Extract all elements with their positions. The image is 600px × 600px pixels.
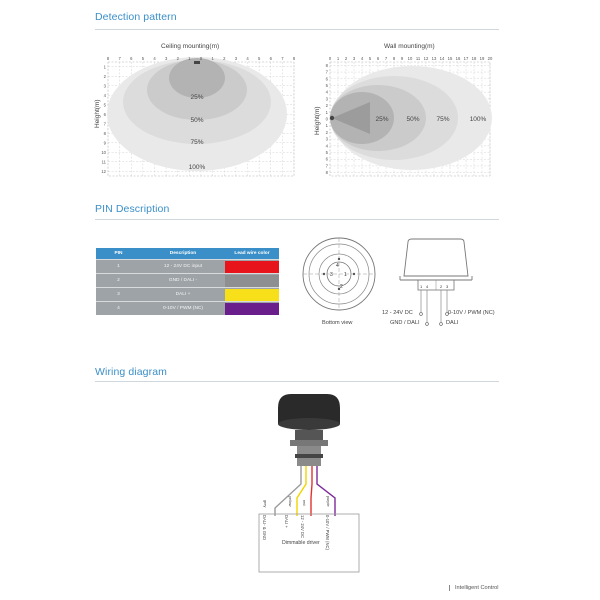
color-swatch (225, 289, 279, 301)
wall-x-tick-label: 16 (455, 56, 461, 61)
wall-x-tick-label: 0 (328, 56, 332, 61)
wall-x-tick-label: 15 (447, 56, 453, 61)
wall-y-tick-label: 5 (325, 82, 328, 88)
lead-wire-color (225, 274, 279, 288)
wall-sensor-icon (330, 116, 334, 120)
ceiling-x-tick-label: 3 (164, 56, 168, 61)
wall-zone-label-75: 75% (436, 116, 450, 123)
pin-table-row (96, 260, 279, 274)
callout-dali: DALI (446, 320, 459, 326)
ceiling-x-tick-label: 8 (292, 56, 296, 61)
terminal-label: 0-10V / PWM (NC) (325, 515, 330, 550)
bottom-pin-label: 2 (340, 284, 343, 290)
ceiling-y-tick-label: 11 (101, 159, 106, 165)
pin-number: 2 (96, 274, 141, 288)
wall-x-tick-label: 8 (392, 56, 396, 61)
lead-wire-color (225, 302, 279, 316)
pin-description: GND / DALI - (141, 274, 225, 288)
bottom-pin-label: 4 (336, 263, 339, 269)
wall-y-tick-label: 2 (325, 129, 328, 135)
wall-y-tick-label: 7 (325, 163, 328, 169)
wall-y-tick-label: 7 (325, 69, 328, 75)
ceiling-y-tick-label: 5 (103, 102, 106, 108)
terminal-label: 12 - 24V DC (300, 515, 305, 539)
section-title-detection: Detection pattern (95, 11, 177, 23)
ceiling-y-tick-label: 3 (103, 83, 106, 89)
ceiling-x-tick-label: 1 (211, 56, 214, 61)
pin-table (96, 248, 279, 315)
pin-table-row (96, 302, 279, 316)
ceiling-x-tick-label: 1 (188, 56, 191, 61)
ceiling-zone-label-75: 75% (190, 139, 204, 146)
section-divider (95, 219, 499, 220)
wall-y-tick-label: 6 (325, 76, 328, 82)
section-divider (95, 29, 499, 30)
pin-table-row (96, 274, 279, 288)
ceiling-y-tick-label: 12 (101, 168, 106, 174)
pin-description: 12 - 24V DC input (141, 260, 225, 274)
ceiling-x-tick-label: 0 (199, 56, 203, 61)
side-pin-label: 2 (440, 284, 443, 289)
side-pin-label: 3 (446, 284, 449, 289)
wire-label: purple (326, 496, 330, 507)
wall-x-tick-label: 12 (423, 56, 429, 61)
ceiling-x-tick-label: 2 (223, 56, 226, 61)
section-divider (95, 381, 499, 382)
ceiling-x-tick-label: 4 (246, 56, 249, 61)
wall-x-tick-label: 20 (487, 56, 493, 61)
wall-y-tick-label: 8 (325, 62, 328, 68)
ceiling-x-tick-label: 7 (281, 56, 284, 61)
ceiling-zone-label-100: 100% (188, 164, 206, 171)
ceiling-y-tick-label: 10 (101, 149, 106, 155)
callout-12-24v: 12 - 24V DC (382, 310, 413, 316)
ceiling-x-tick-label: 2 (176, 56, 179, 61)
bottom-view-label: Bottom view (322, 320, 353, 326)
wall-x-tick-label: 1 (336, 56, 340, 61)
wall-y-tick-label: 0 (325, 116, 328, 122)
ceiling-sensor-icon (194, 61, 200, 64)
wire-label: yellow (288, 496, 292, 507)
wiring-diagram (255, 388, 365, 574)
ceiling-x-tick-label: 8 (106, 56, 110, 61)
callout-gnd-dali: GND / DALI (390, 320, 420, 326)
ceiling-y-tick-label: 2 (103, 73, 106, 79)
wall-zone-label-100: 100% (469, 116, 487, 123)
wall-y-tick-label: 4 (325, 143, 328, 149)
wall-x-tick-label: 14 (439, 56, 445, 61)
ceiling-zone-label-25: 25% (190, 94, 204, 101)
section-title-pin: PIN Description (95, 203, 170, 215)
wall-x-tick-label: 18 (471, 56, 477, 61)
pin-description: DALI + (141, 288, 225, 302)
ceiling-y-tick-label: 8 (103, 130, 106, 136)
wall-x-tick-label: 2 (344, 56, 348, 61)
ceiling-chart-title: Ceiling mounting(m) (161, 43, 220, 50)
pin-description: 0-10V / PWM (NC) (141, 302, 225, 316)
color-swatch (225, 275, 279, 287)
section-title-wiring: Wiring diagram (95, 366, 168, 378)
side-pin-label: 4 (426, 284, 429, 289)
terminal-label: DALI- & GND (262, 515, 267, 541)
pin-table-header: PIN (96, 248, 141, 260)
ceiling-y-tick-label: 7 (103, 121, 106, 127)
wire-purple (317, 466, 335, 516)
wire-red (311, 466, 312, 516)
bottom-pin-label: 1 (344, 272, 347, 278)
wall-x-tick-label: 4 (360, 56, 364, 61)
wall-chart-ylabel: Height(m) (314, 106, 321, 135)
ceiling-x-tick-label: 7 (118, 56, 121, 61)
ceiling-x-tick-label: 6 (269, 56, 272, 61)
bottom-view-drawing (299, 236, 379, 316)
side-pin-label: 1 (420, 284, 423, 289)
wall-y-tick-label: 1 (325, 109, 328, 115)
ceiling-x-tick-label: 5 (257, 56, 261, 61)
wall-zone-label-50: 50% (406, 116, 420, 123)
pin-table-row (96, 288, 279, 302)
wall-chart-title: Wall mounting(m) (384, 43, 435, 50)
wall-detection-chart (322, 52, 494, 178)
ceiling-y-tick-label: 6 (103, 111, 106, 117)
wall-x-tick-label: 13 (431, 56, 437, 61)
bottom-pin-label: 3 (330, 272, 333, 278)
ceiling-y-tick-label: 9 (103, 140, 106, 146)
wall-y-tick-label: 2 (325, 103, 328, 109)
wall-y-tick-label: 1 (325, 123, 328, 129)
terminal-label: DALI + (284, 515, 289, 528)
ceiling-x-tick-label: 5 (141, 56, 145, 61)
wall-x-tick-label: 6 (376, 56, 380, 61)
footer-brand: Intelligent Control (449, 585, 499, 591)
wall-x-tick-label: 3 (352, 56, 356, 61)
sensor-connector (295, 430, 323, 440)
driver-label: Dimmable driver (282, 540, 320, 546)
lead-wire-color (225, 288, 279, 302)
wire-label: red (302, 500, 306, 506)
wall-x-tick-label: 7 (384, 56, 388, 61)
wall-y-tick-label: 5 (325, 150, 328, 156)
wire-label: grey (263, 500, 267, 508)
wall-x-tick-label: 5 (368, 56, 372, 61)
wall-x-tick-label: 10 (407, 56, 413, 61)
pin-number: 3 (96, 288, 141, 302)
color-swatch (225, 261, 279, 273)
wall-x-tick-label: 19 (479, 56, 485, 61)
wall-x-tick-label: 11 (415, 56, 421, 61)
wall-y-tick-label: 4 (325, 89, 328, 95)
ceiling-y-tick-label: 1 (103, 64, 106, 70)
pin-number: 1 (96, 260, 141, 274)
wall-y-tick-label: 3 (325, 136, 328, 142)
pin-table-header: Lead wire color (225, 248, 279, 260)
wall-zone-label-25: 25% (375, 116, 389, 123)
wall-x-tick-label: 9 (400, 56, 404, 61)
ceiling-detection-chart (100, 52, 298, 178)
wall-y-tick-label: 3 (325, 96, 328, 102)
pin-table-header: Description (141, 248, 225, 260)
ceiling-x-tick-label: 3 (234, 56, 238, 61)
ceiling-zone-label-50: 50% (190, 117, 204, 124)
pin-number: 4 (96, 302, 141, 316)
wall-y-tick-label: 8 (325, 170, 328, 176)
ceiling-y-tick-label: 4 (103, 92, 106, 98)
color-swatch (225, 303, 279, 315)
wall-y-tick-label: 6 (325, 156, 328, 162)
ceiling-x-tick-label: 6 (130, 56, 133, 61)
wall-x-tick-label: 17 (463, 56, 469, 61)
ceiling-x-tick-label: 4 (153, 56, 156, 61)
ceiling-chart-ylabel: Height(m) (94, 99, 101, 128)
lead-wire-color (225, 260, 279, 274)
callout-0-10v: 0-10V / PWM (NC) (448, 310, 495, 316)
